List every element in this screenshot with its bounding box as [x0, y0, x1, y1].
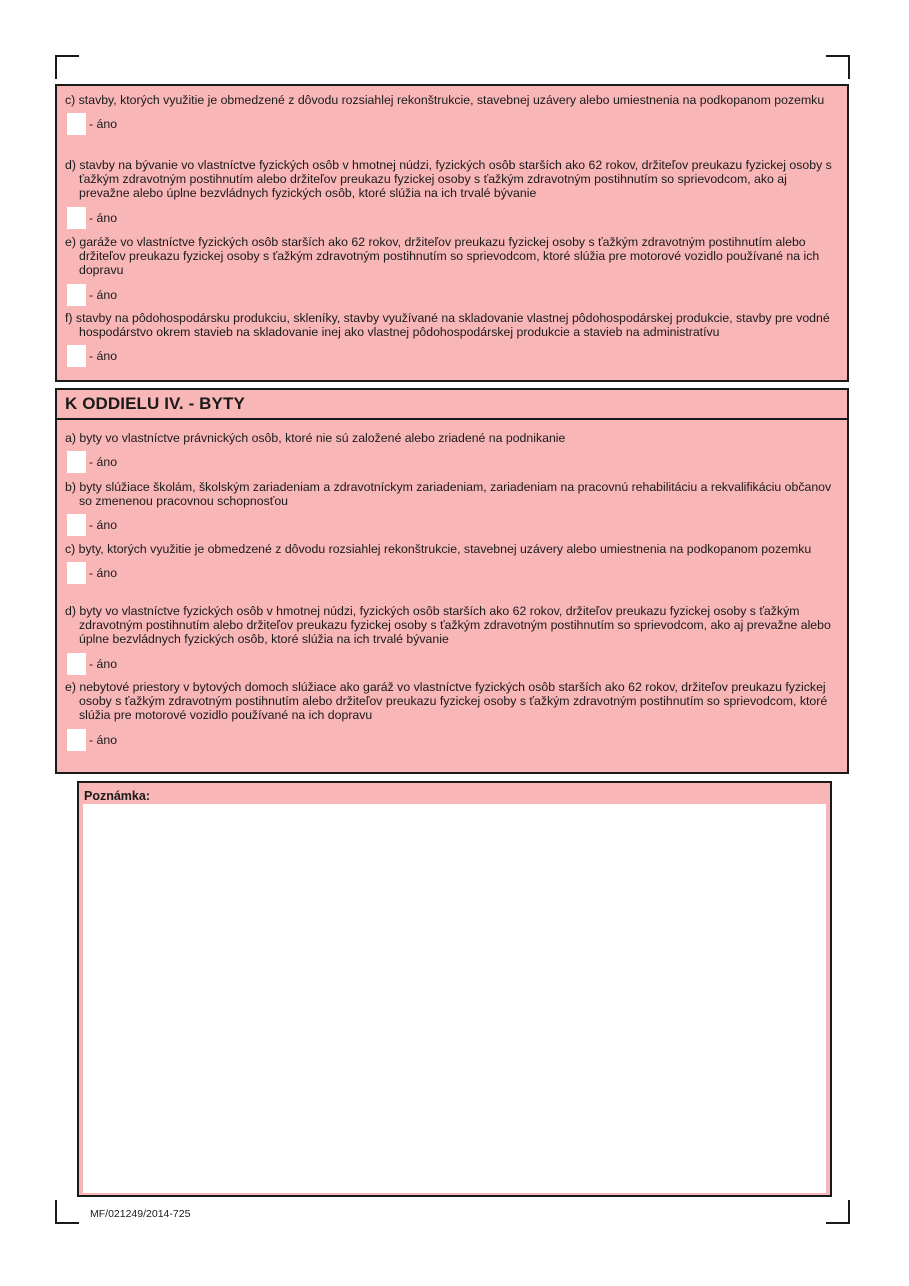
check-row [67, 451, 840, 473]
exemption-item-text: d) stavby na bývanie vo vlastníctve fyzických osôb v hmotnej núdzi, fyzických osôb starších ako 62 rokov, držiteľov preukazu fyzickej osoby s ťažkým zdravotným postihnutím alebo držiteľov preukazu fyzickej osoby s ťažkým zdravotným postihnutím so sprievodcom, ako aj prevažne alebo úplne bezvládnych fyzických osôb, ktoré slúžia na ich trvalé bývanie [65, 158, 832, 201]
check-label: - áno [89, 566, 118, 581]
note-label: Poznámka: [84, 789, 150, 803]
byty-item-text: a) byty vo vlastníctve právnických osôb, ktoré nie sú založené alebo zriadené na podnikanie [65, 431, 566, 445]
document-code: MF/021249/2014-725 [90, 1208, 191, 1220]
check-row [67, 562, 840, 584]
check-row [67, 284, 840, 306]
building-exemptions-panel [55, 84, 849, 382]
check-label: - áno [89, 349, 118, 364]
byty-b-checkbox[interactable] [67, 514, 86, 536]
check-row [67, 113, 840, 135]
crop-mark-bottom-left [55, 1200, 79, 1224]
byty-e-checkbox[interactable] [67, 729, 86, 751]
check-row [67, 729, 840, 751]
crop-mark-top-left [55, 55, 79, 79]
byty-item-c [65, 542, 840, 584]
check-label: - áno [89, 287, 118, 302]
check-label: - áno [89, 210, 118, 225]
byty-item-e [65, 680, 840, 751]
crop-mark-bottom-right [826, 1200, 850, 1224]
exemption-d-checkbox[interactable] [67, 207, 86, 229]
byty-section-panel [55, 388, 849, 774]
exemption-e-checkbox[interactable] [67, 284, 86, 306]
byty-item-a [65, 431, 840, 473]
exemption-item-c [65, 93, 840, 135]
crop-mark-top-right [826, 55, 850, 79]
byty-item-text: b) byty slúžiace školám, školským zariadeniam a zdravotníckym zariadeniam, zariadeniam na pracovnú rehabilitáciu a rekvalifikáciu občanov so zmenenou pracovnou schopnosťou [65, 480, 832, 509]
note-textarea[interactable] [83, 804, 826, 1193]
byty-c-checkbox[interactable] [67, 562, 86, 584]
byty-item-d [65, 604, 840, 675]
check-row [67, 345, 840, 367]
byty-item-text: c) byty, ktorých využitie je obmedzené z dôvodu rozsiahlej rekonštrukcie, stavebnej uzávery alebo umiestnenia na podkopanom pozemku [65, 542, 812, 556]
note-panel [77, 781, 832, 1197]
check-row [67, 653, 840, 675]
exemption-item-f [65, 311, 840, 367]
check-label: - áno [89, 518, 118, 533]
byty-item-b [65, 480, 840, 536]
section-title: K ODDIELU IV. - BYTY [57, 390, 847, 420]
check-label: - áno [89, 117, 118, 132]
check-row [67, 207, 840, 229]
byty-a-checkbox[interactable] [67, 451, 86, 473]
exemption-item-text: e) garáže vo vlastníctve fyzických osôb starších ako 62 rokov, držiteľov preukazu fyzickej osoby s ťažkým zdravotným postihnutím alebo držiteľov preukazu fyzickej osoby s ťažkým zdravotným postihnutím so sprievodcom, ktoré slúžia pre motorové vozidlo používané na ich dopravu [65, 235, 820, 278]
byty-d-checkbox[interactable] [67, 653, 86, 675]
exemption-f-checkbox[interactable] [67, 345, 86, 367]
exemption-item-e [65, 235, 840, 306]
check-label: - áno [89, 656, 118, 671]
byty-item-text: e) nebytové priestory v bytových domoch slúžiace ako garáž vo vlastníctve fyzických osôb starších ako 62 rokov, držiteľov preukazu fyzickej osoby s ťažkým zdravotným postihnutím alebo držiteľov preukazu fyzickej osoby s ťažkým zdravotným postihnutím so sprievodcom, ktoré slúžia pre motorové vozidlo používané na ich dopravu [65, 680, 828, 723]
check-label: - áno [89, 732, 118, 747]
byty-item-text: d) byty vo vlastníctve fyzických osôb v hmotnej núdzi, fyzických osôb starších ako 62 rokov, držiteľov preukazu fyzickej osoby s ťažkým zdravotným postihnutím alebo držiteľov preukazu fyzickej osoby s ťažkým zdravotným postihnutím so sprievodcom, ako aj prevažne alebo úplne bezvládnych fyzických osôb, ktoré slúžia na ich trvalé bývanie [65, 604, 831, 647]
exemption-c-checkbox[interactable] [67, 113, 86, 135]
exemption-item-text: f) stavby na pôdohospodársku produkciu, skleníky, stavby využívané na skladovanie vlastnej pôdohospodárskej produkcie, stavby pre vodné hospodárstvo okrem stavieb na skladovanie inej ako vlastnej pôdohospodárskej produkcie a stavieb na administratívu [65, 311, 830, 340]
exemption-item-text: c) stavby, ktorých využitie je obmedzené z dôvodu rozsiahlej rekonštrukcie, stavebnej uzávery alebo umiestnenia na podkopanom pozemku [65, 93, 825, 107]
check-row [67, 514, 840, 536]
check-label: - áno [89, 455, 118, 470]
exemption-item-d [65, 158, 840, 229]
